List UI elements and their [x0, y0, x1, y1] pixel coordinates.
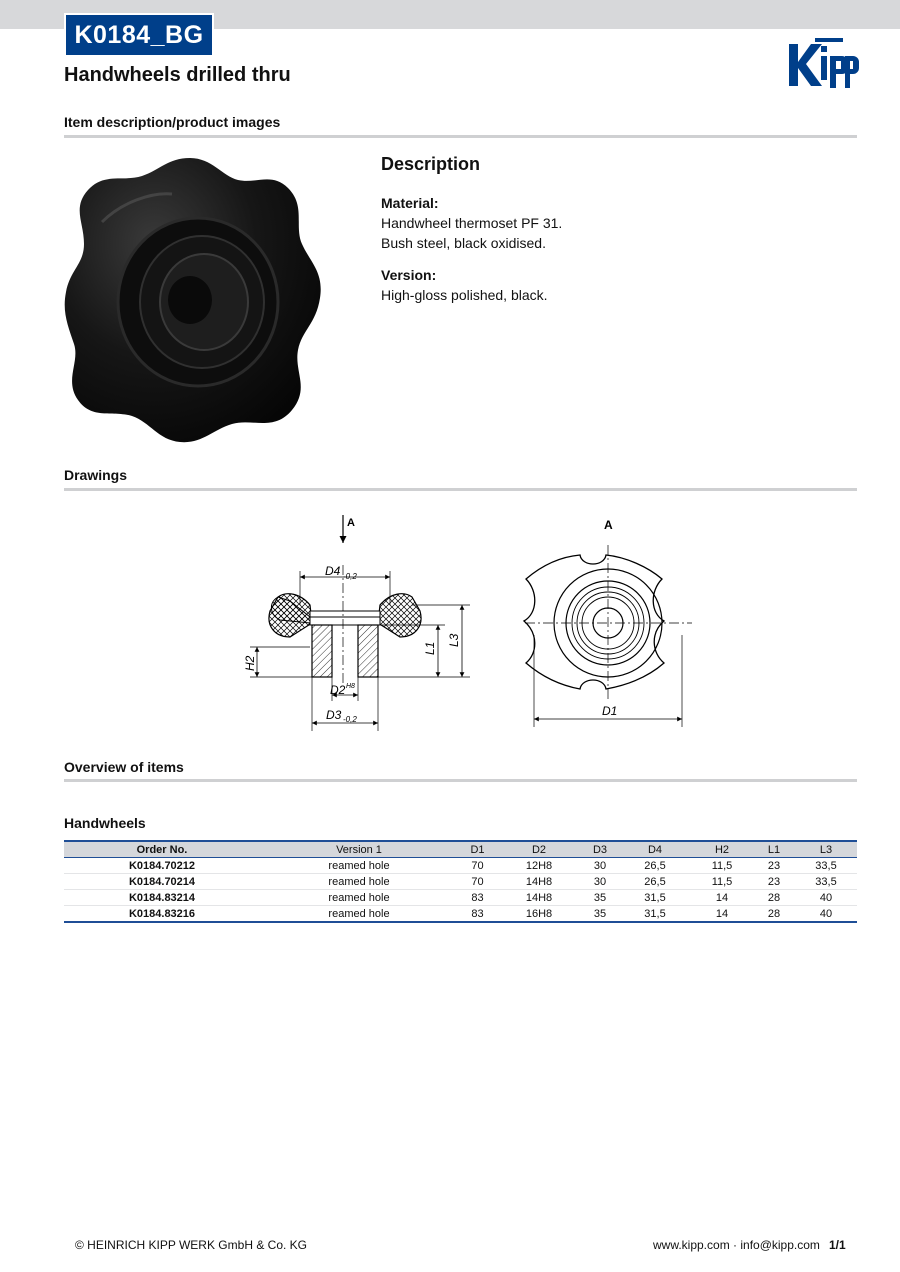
version-label: Version: [381, 267, 437, 283]
table-cell: 40 [795, 906, 857, 923]
table-cell: reamed hole [260, 890, 458, 906]
table-cell: 14 [691, 890, 753, 906]
order-no-cell[interactable]: K0184.83214 [64, 890, 260, 906]
material-block [381, 193, 562, 253]
table-cell: 40 [795, 890, 857, 906]
table-cell: 31,5 [619, 906, 691, 923]
table-cell: reamed hole [260, 858, 458, 874]
view-arrow-label: A [347, 517, 355, 529]
technical-drawing [230, 505, 700, 740]
col-d4: D4 [619, 841, 691, 858]
table-row [64, 874, 857, 890]
col-l3: L3 [795, 841, 857, 858]
dim-l3: L3 [447, 633, 461, 647]
table-cell: 14H8 [497, 874, 581, 890]
col-d1: D1 [458, 841, 497, 858]
product-code-badge: K0184_BG [64, 13, 214, 57]
table-cell: 28 [753, 890, 795, 906]
section-rule [64, 135, 857, 138]
version-text: High-gloss polished, black. [381, 287, 548, 303]
dim-l1: L1 [423, 641, 437, 655]
footer-contact[interactable]: www.kipp.com · info@kipp.com [653, 1238, 820, 1252]
table-cell: 11,5 [691, 874, 753, 890]
dim-d3-tol: -0,2 [343, 715, 357, 724]
table-cell: 26,5 [619, 874, 691, 890]
table-row [64, 906, 857, 923]
table-row [64, 858, 857, 874]
footer-page-number: 1/1 [829, 1238, 846, 1252]
col-version: Version 1 [260, 841, 458, 858]
version-block [381, 265, 548, 305]
material-line: Handwheel thermoset PF 31. [381, 215, 563, 231]
dim-d4-tol: -0,2 [343, 572, 357, 581]
section-overview: Overview of items [64, 759, 184, 775]
table-cell: 33,5 [795, 858, 857, 874]
section-rule [64, 488, 857, 491]
table-cell: 35 [581, 906, 619, 923]
material-line: Bush steel, black oxidised. [381, 235, 546, 251]
dim-d2: D2 [330, 683, 346, 697]
table-cell: 30 [581, 858, 619, 874]
table-cell: 23 [753, 858, 795, 874]
section-drawings: Drawings [64, 467, 128, 483]
col-d3: D3 [581, 841, 619, 858]
material-label: Material: [381, 195, 439, 211]
table-cell: 70 [458, 874, 497, 890]
table-cell: 12H8 [497, 858, 581, 874]
dim-d2-fit: H8 [346, 683, 355, 690]
table-cell: 26,5 [619, 858, 691, 874]
dim-d3: D3 [326, 708, 342, 722]
table-cell: 14H8 [497, 890, 581, 906]
table-cell: 28 [753, 906, 795, 923]
section-item-description: Item description/product images [64, 114, 281, 130]
col-l1: L1 [753, 841, 795, 858]
table-cell: 23 [753, 874, 795, 890]
kipp-logo [783, 36, 859, 92]
items-table [64, 840, 857, 923]
footer-copyright: © HEINRICH KIPP WERK GmbH & Co. KG [75, 1238, 307, 1252]
table-cell: 31,5 [619, 890, 691, 906]
table-cell: 16H8 [497, 906, 581, 923]
table-cell: 33,5 [795, 874, 857, 890]
dim-h2: H2 [243, 655, 257, 671]
table-cell: 11,5 [691, 858, 753, 874]
dim-d4: D4 [325, 564, 341, 578]
section-rule [64, 779, 857, 782]
col-h2: H2 [691, 841, 753, 858]
table-cell: 35 [581, 890, 619, 906]
table-header-row [64, 841, 857, 858]
dim-d1: D1 [602, 704, 618, 718]
col-order-no: Order No. [64, 841, 260, 858]
table-title: Handwheels [64, 815, 146, 831]
table-cell: 83 [458, 906, 497, 923]
order-no-cell[interactable]: K0184.83216 [64, 906, 260, 923]
table-cell: reamed hole [260, 906, 458, 923]
table-row [64, 890, 857, 906]
handwheel-photo [62, 152, 324, 446]
table-cell: reamed hole [260, 874, 458, 890]
order-no-cell[interactable]: K0184.70214 [64, 874, 260, 890]
table-cell: 70 [458, 858, 497, 874]
description-title: Description [381, 154, 481, 174]
page-title: Handwheels drilled thru [64, 64, 291, 86]
table-cell: 83 [458, 890, 497, 906]
table-cell: 30 [581, 874, 619, 890]
table-cell: 14 [691, 906, 753, 923]
view-a-label: A [604, 518, 613, 532]
col-d2: D2 [497, 841, 581, 858]
order-no-cell[interactable]: K0184.70212 [64, 858, 260, 874]
